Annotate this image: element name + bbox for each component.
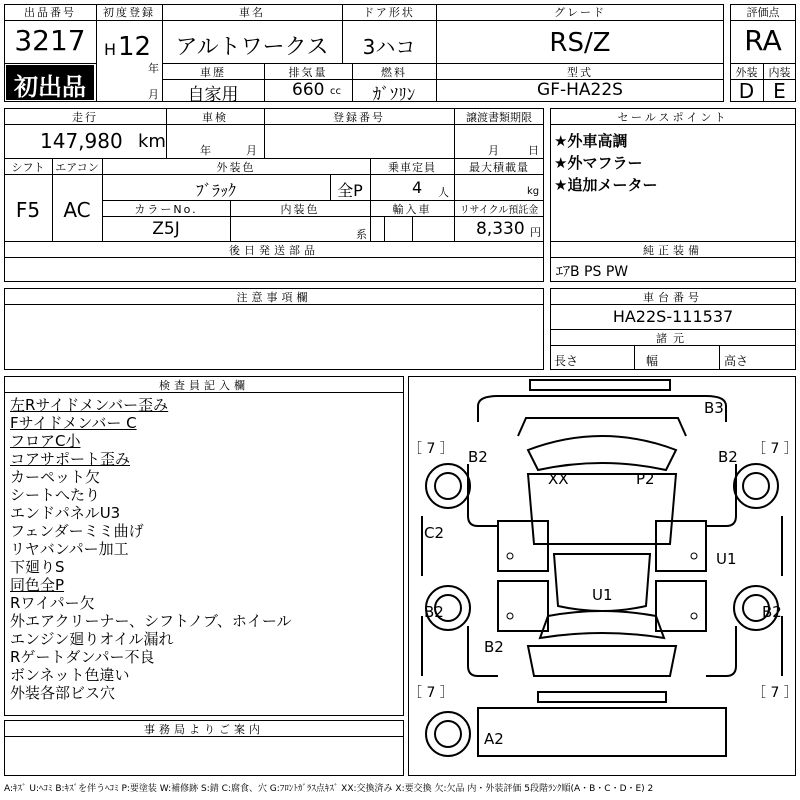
rating: RA (744, 24, 782, 57)
grade-label: グレード (554, 6, 606, 19)
paint-full: 全P (337, 181, 363, 200)
later-parts-label: 後日発送部品 (229, 244, 319, 257)
height-label: 高さ (724, 354, 749, 368)
regno-label: 登録番号 (333, 111, 385, 124)
inspector-line: 下廻りS (10, 558, 65, 576)
mark-b2-front-right: B2 (718, 448, 738, 466)
capacity-unit: 人 (438, 186, 449, 199)
mark-b2-mid-right: B2 (762, 603, 782, 621)
door-type: 3ハコ (362, 35, 416, 59)
interior-color-label: 内装色 (280, 203, 320, 216)
mark-u1-center: U1 (592, 586, 613, 604)
mark-b2-front-left: B2 (468, 448, 488, 466)
glass-mark-4: ［ 7 ］ (752, 685, 798, 701)
notes-label: 注意事項欄 (236, 291, 312, 304)
maxload-label: 最大積載量 (469, 161, 529, 174)
inspector-line: Rワイパー欠 (10, 594, 95, 612)
mark-p2: P2 (636, 470, 655, 488)
inspector-line: 外エアクリーナー、シフトノブ、ホイール (10, 612, 292, 630)
transfer-day-unit: 日 (528, 144, 539, 157)
inspection-label: 車検 (202, 111, 228, 124)
inspector-line: 同色全P (10, 576, 65, 594)
year-unit: 年 (148, 62, 159, 75)
yen-unit: 円 (530, 226, 541, 239)
inspector-line: 左Rサイドメンバー歪み (10, 396, 169, 414)
inspector-line: フロアC小 (10, 432, 81, 450)
capacity-label: 乗車定員 (388, 161, 436, 174)
model-code: GF-HA22S (537, 80, 623, 100)
ac: AC (63, 198, 91, 222)
inspector-label: 検査員記入欄 (159, 379, 249, 392)
displacement-label: 排気量 (288, 66, 328, 79)
reg-year: 12 (118, 32, 152, 62)
glass-mark-2: ［ 7 ］ (752, 441, 798, 457)
car-diagram (408, 376, 796, 776)
fuel-label: 燃料 (381, 66, 407, 79)
car-name: アルトワークス (175, 35, 329, 60)
mileage-label: 走行 (72, 111, 98, 124)
ext-label: 外装 (735, 66, 758, 79)
mark-u1-right: U1 (716, 550, 737, 568)
sales-point-1: ★外車高調 (554, 132, 628, 150)
legend: A:ｷｽﾞ U:ﾍｺﾐ B:ｷｽﾞを伴うﾍｺﾐ P:要塗装 W:補修跡 S:錆 C:腐食、穴 G:ﾌﾛﾝﾄｶﾞﾗｽ点ｷｽﾞ XX:交換済み X:要交換 欠:欠品 内・外装評価 5段階ﾗﾝｸ順(A・B・C・D・E) 2 (4, 784, 654, 794)
mark-a2: A2 (484, 730, 504, 748)
month-unit: 月 (148, 88, 159, 101)
inspector-line: Rゲートダンパー不良 (10, 648, 155, 666)
dims-label: 諸元 (656, 332, 690, 345)
sales-point-3: ★追加メーター (554, 176, 658, 194)
first-reg-label: 初度登録 (103, 6, 155, 19)
chassis-label: 車台番号 (643, 291, 703, 304)
lot-label: 出品番号 (24, 6, 76, 19)
glass-mark-3: ［ 7 ］ (408, 685, 454, 701)
int-score: E (773, 79, 786, 103)
inspector-line: エンドパネルU3 (10, 504, 121, 522)
inspector-line: エンジン廻りオイル漏れ (10, 630, 174, 648)
import-label: 輸入車 (392, 203, 432, 216)
inspection-year-unit: 年 (200, 144, 211, 157)
inspector-line: 外装各部ビス穴 (10, 684, 116, 702)
rating-label: 評価点 (746, 6, 780, 19)
ac-label: エアコン (55, 161, 99, 174)
exterior-color-label: 外装色 (216, 161, 256, 174)
inspection-month-unit: 月 (246, 144, 257, 157)
shift-label: シフト (11, 161, 45, 174)
history-label: 車歴 (200, 66, 226, 79)
inspector-line: フェンダーミミ曲げ (10, 522, 144, 540)
mark-b2-mid-left: B2 (424, 603, 444, 621)
glass-mark-1: ［ 7 ］ (408, 441, 454, 457)
model-label: 型式 (567, 66, 593, 79)
transfer-month-unit: 月 (488, 144, 499, 157)
inspector-line: シートへたり (10, 486, 101, 504)
inspector-line: コアサポート歪み (10, 450, 131, 468)
capacity: 4 (412, 178, 423, 197)
colorno-label: カラーNo. (134, 203, 198, 216)
recycle-amount: 8,330 (476, 219, 525, 239)
recycle-label: リサイクル預託金 (459, 205, 539, 216)
cc-unit: cc (330, 86, 341, 97)
door-label: ドア形状 (363, 6, 415, 19)
office-label: 事務局よりご案内 (144, 723, 264, 736)
sales-point-2: ★外マフラー (554, 154, 643, 172)
chassis-number: HA22S-111537 (612, 307, 734, 326)
history: 自家用 (187, 85, 239, 105)
inspector-line: カーペット欠 (10, 468, 101, 486)
lot-number: 3217 (14, 24, 86, 57)
era: H (104, 40, 117, 59)
equipment-label: 純正装備 (643, 244, 703, 257)
grade: RS/Z (549, 28, 611, 58)
int-label: 内装 (768, 66, 791, 79)
interior-color-unit: 系 (356, 228, 367, 241)
exterior-color: ﾌﾞﾗｯｸ (195, 181, 236, 200)
ext-score: D (738, 79, 755, 103)
displacement: 660 (292, 80, 325, 100)
name-label: 車名 (239, 6, 265, 19)
mark-b2-rear-left: B2 (484, 638, 504, 656)
inspector-line: リヤバンパー加工 (10, 540, 129, 558)
shift: F5 (15, 198, 41, 222)
inspector-line: Fサイドメンバー C (10, 414, 137, 432)
inspector-line: ボンネット色違い (10, 666, 130, 684)
km-unit: km (138, 131, 166, 152)
width-label: 幅 (646, 354, 659, 368)
mileage: 147,980 (40, 129, 123, 153)
transfer-label: 譲渡書類期限 (466, 111, 532, 124)
mark-b3: B3 (704, 399, 724, 417)
sales-label: セールスポイント (617, 111, 729, 124)
equipment-value: ｴｱB PS PW (556, 264, 629, 280)
kg-unit: kg (527, 186, 540, 197)
length-label: 長さ (554, 354, 579, 368)
first-listing-text: 初出品 (14, 73, 86, 101)
fuel: ｶﾞｿﾘﾝ (372, 85, 416, 105)
mark-c2: C2 (424, 524, 445, 542)
mark-xx: XX (548, 470, 569, 488)
color-no: Z5J (152, 219, 180, 239)
